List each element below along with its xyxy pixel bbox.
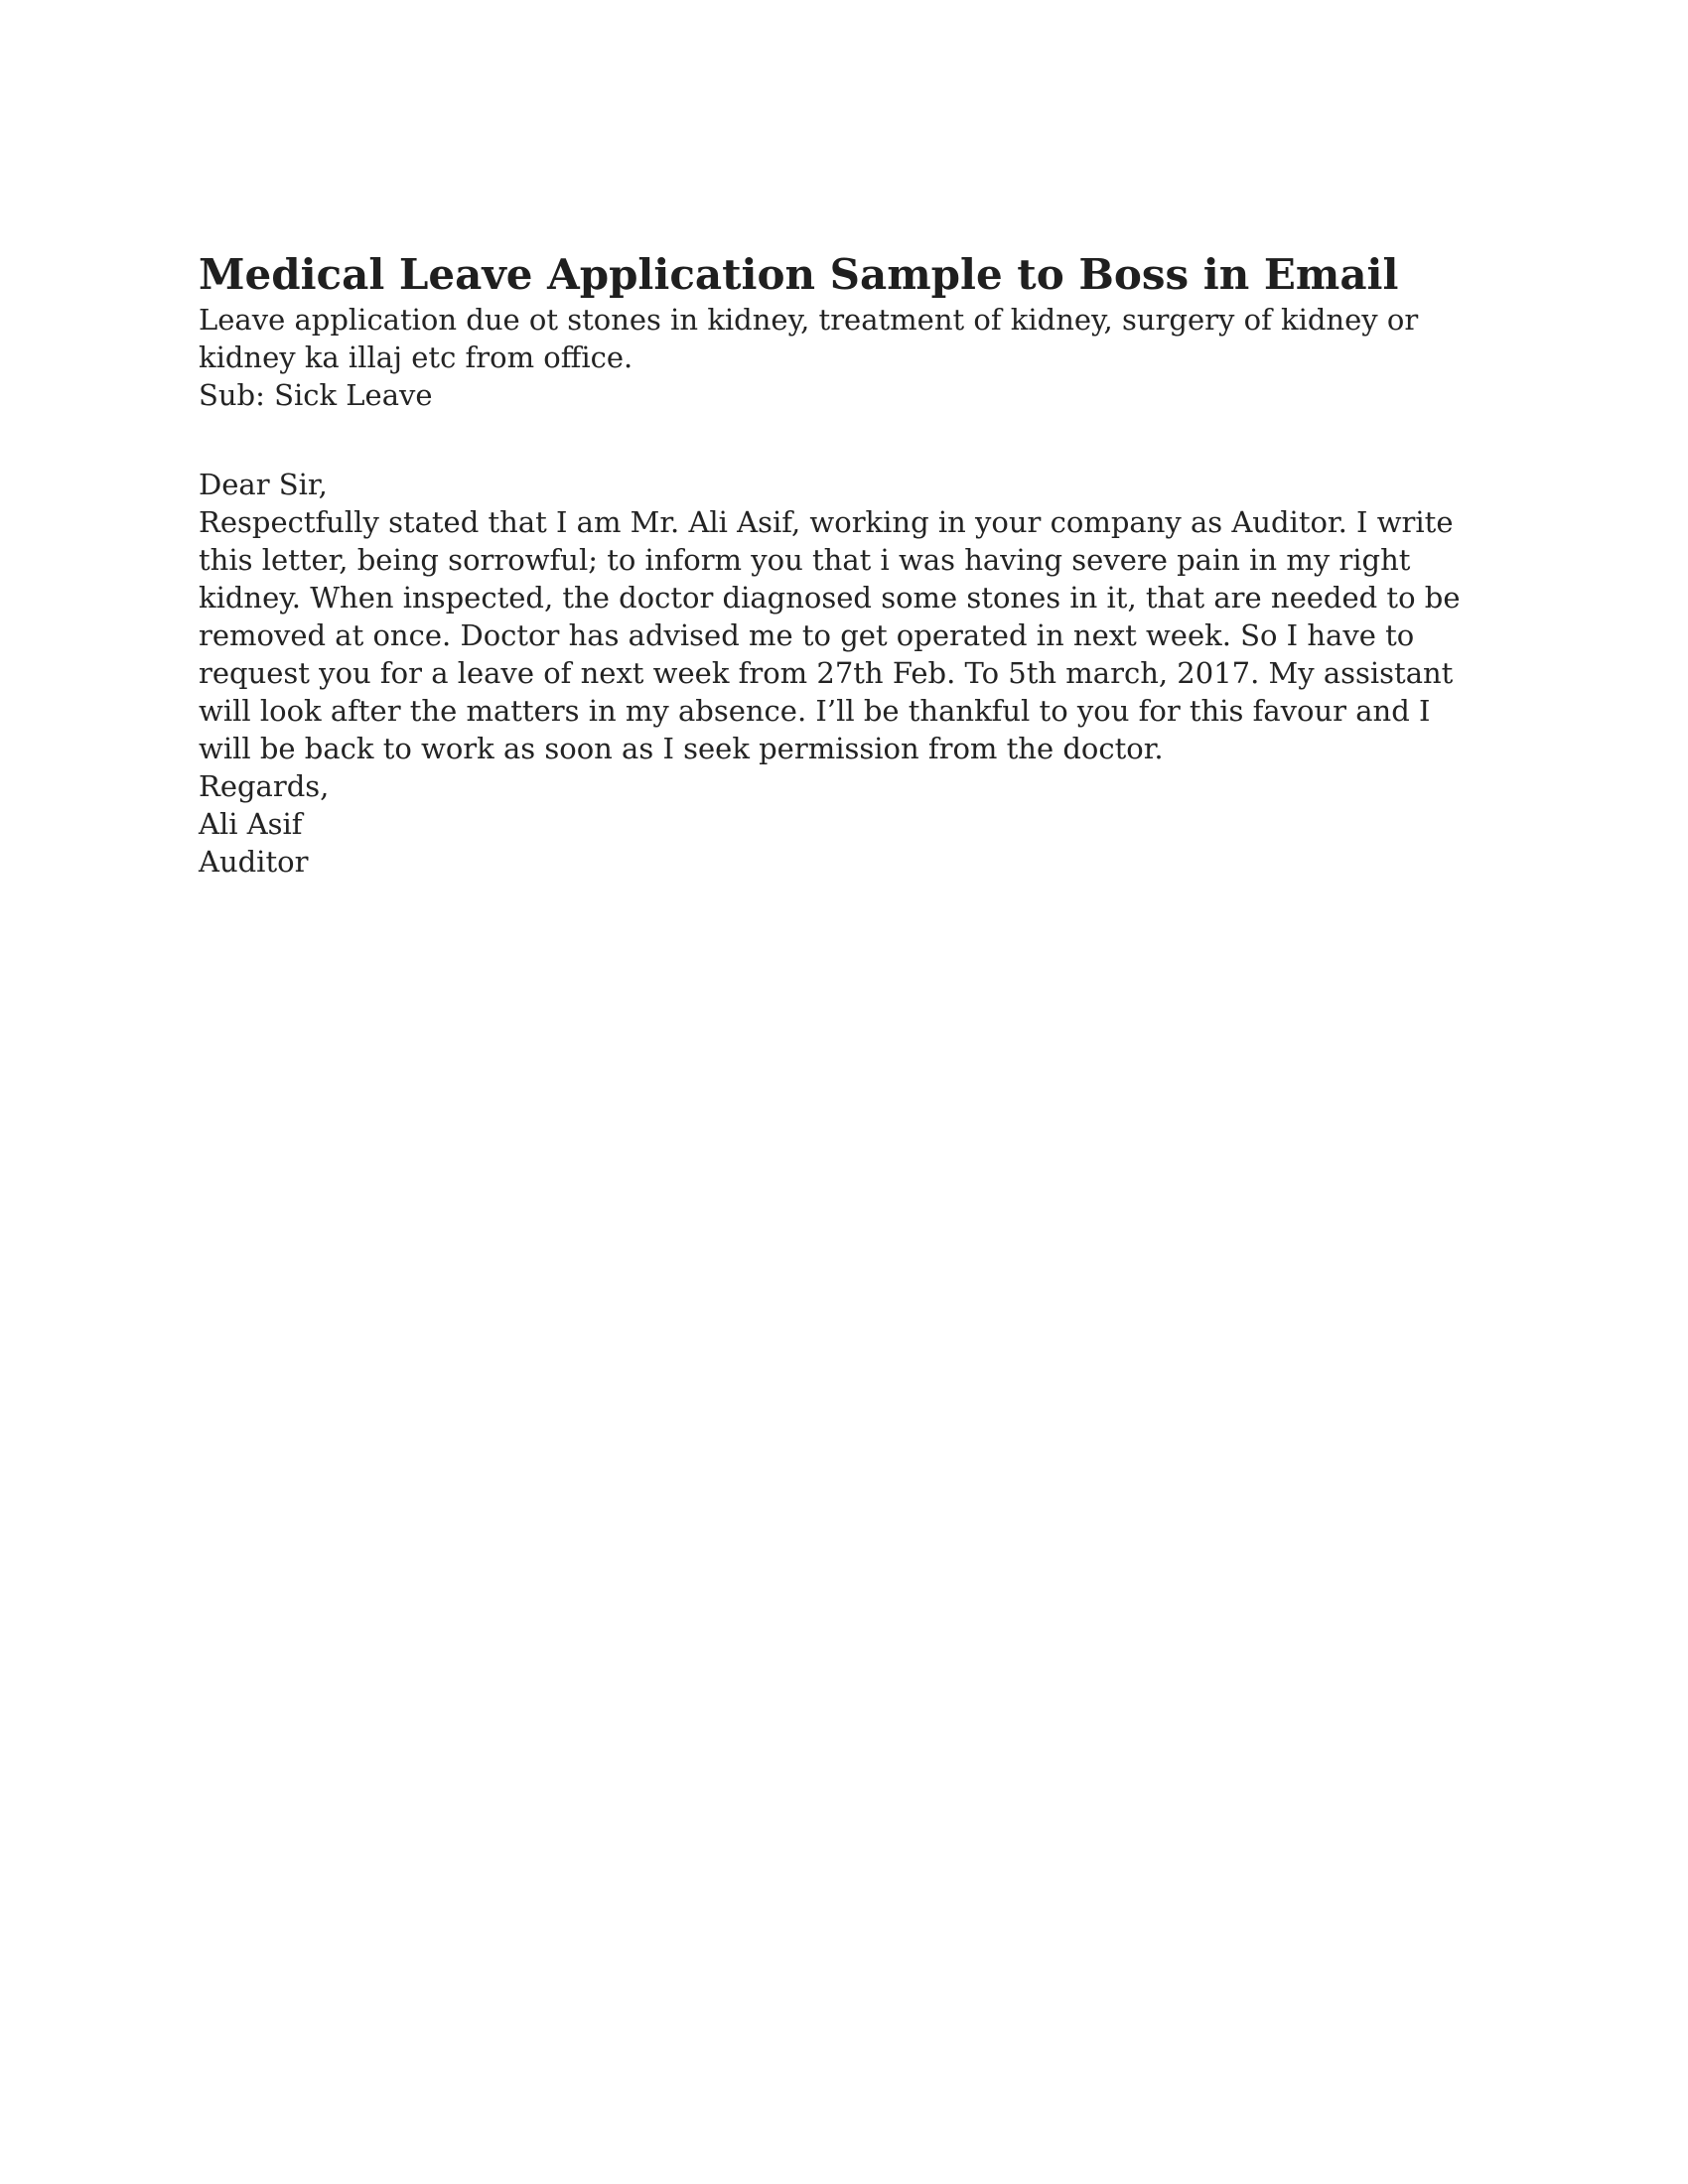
page-title: Medical Leave Application Sample to Boss in Email — [199, 250, 1399, 299]
body-paragraph: Respectfully stated that I am Mr. Ali Asif, working in your company as Auditor. I write this letter, being sorrowful; to inform you that i was having severe pain in my right kidney. When inspected, the doctor diagnosed some stones in it, that are needed to be removed at once. Doctor has advised me to get operated in next week. So I have to request you for a leave of next week from 27th Feb. To 5th march, 2017. My assistant will look after the matters in my absence. I’ll be thankful to you for this favour and I will be back to work as soon as I seek permission from the doctor. — [199, 505, 1461, 765]
subject-line: Sub: Sick Leave — [199, 378, 433, 412]
salutation: Dear Sir, — [199, 468, 328, 501]
closing: Regards, — [199, 769, 330, 803]
letter-body — [199, 466, 1489, 767]
signature-name: Ali Asif — [199, 807, 303, 841]
intro-paragraph: Leave application due ot stones in kidney, treatment of kidney, surgery of kidney or kidney ka illaj etc from office. — [199, 303, 1419, 374]
signature-role: Auditor — [199, 845, 309, 879]
